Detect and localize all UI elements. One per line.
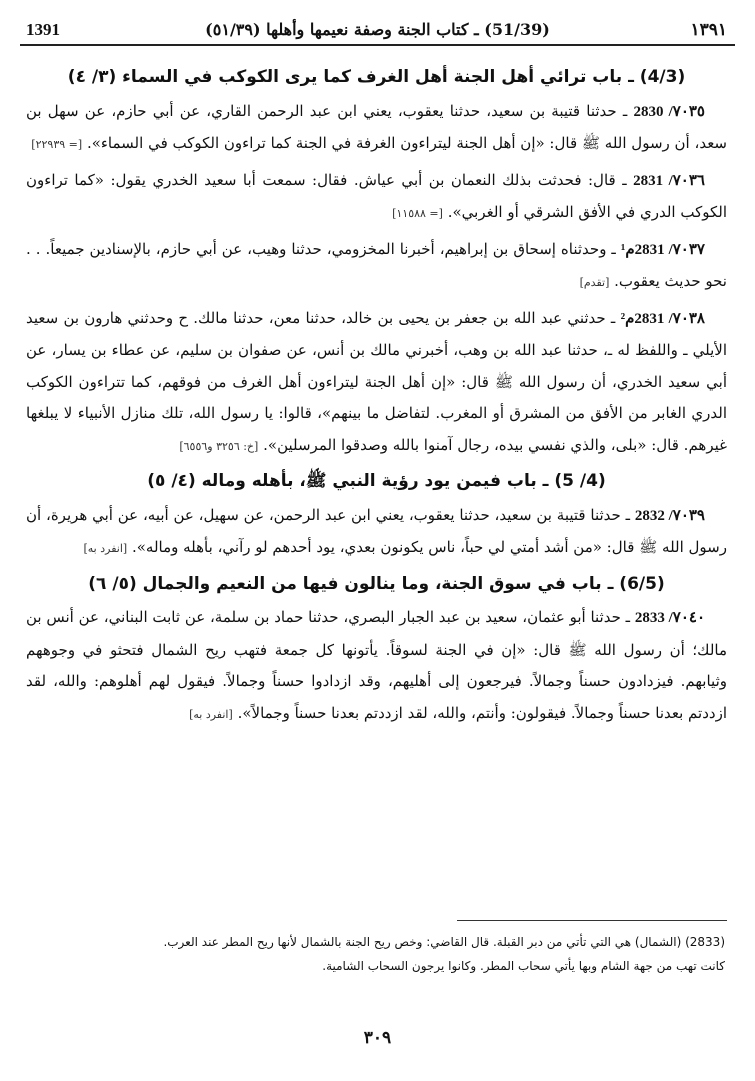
hadith-number: ٧٠٣٨/ 2831م² [620, 310, 705, 327]
hadith-text: ـ قال: فحدثت بذلك النعمان بن أبي عياش. فقال: سمعت أبا سعيد الخدري يقول: «كما تراءون الكوكب الدري في الأفق الشرقي أو الغربي». [26, 170, 727, 221]
cross-reference: [انفرد به] [83, 542, 128, 555]
page-number-bottom: ٣٠٩ [363, 1028, 392, 1048]
page-number-latin: 1391 [26, 20, 60, 39]
hadith-paragraph [26, 602, 727, 730]
footnote-line: (2833) (الشمال) هي التي تأتي من دبر القبلة. قال القاضي: وخص ريح الجنة بالشمال لأنها ريح المطر عند العرب. [163, 935, 725, 949]
hadith-number: ٧٠٣٩/ 2832 [634, 507, 705, 524]
footnote [30, 930, 725, 978]
hadith-paragraph [26, 165, 727, 230]
hadith-number: ٧٠٣٦/ 2831 [633, 172, 705, 189]
footnote-line: كانت تهب من جهة الشام وبها يأتي سحاب المطر. وكانوا يرجون السحاب الشامية. [322, 959, 725, 973]
main-text [26, 62, 727, 734]
hadith-text: ـ حدثني عبد الله بن جعفر بن يحيى بن خالد، حدثنا معن، حدثنا مالك. ح وحدثني هارون بن سعيد الأيلي ـ واللفظ له ـ، حدثنا عبد الله بن وهب، أخبرني مالك بن أنس، عن صفوان بن سليم، عن عطاء بن يسار، عن أبي سعيد الخدري، أن رسول الله ﷺ قال: «إن أهل الجنة ليتراءون أهل الغرف من فوقهم، كما تتراءون الكوكب الدري الغابر من الأفق من المشرق أو المغرب. لتفاضل ما بينهم»، قالوا: يا رسول الله، تلك منازل الأنبياء لا يبلغها غيرهم. قال: «بلى، والذي نفسي بيده، رجال آمنوا بالله وصدقوا المرسلين». [26, 308, 727, 454]
hadith-number: ٧٠٣٥/ 2830 [633, 103, 705, 120]
running-title: (51/39) ـ كتاب الجنة وصفة نعيمها وأهلها (٥١/٣٩) [205, 20, 550, 39]
hadith-text: ـ حدثنا أبو عثمان، سعيد بن عبد الجبار البصري، حدثنا حماد بن سلمة، عن ثابت البناني، عن أنس بن مالك؛ أن رسول الله ﷺ قال: «إن في الجنة لسوقاً. يأتونها كل جمعة فتهب ريح الشمال فتحثو في وجوههم وثيابهم. فيزدادون حسناً وجمالاً. فيرجعون إلى أهليهم، وقد ازدادوا حسناً وجمالاً. فيقول لهم أهلوهم: والله، لقد ازددتم بعدنا حسناً وجمالاً. فيقولون: وأنتم، والله، لقد ازددتم بعدنا حسناً وجمالاً». [26, 608, 727, 722]
cross-reference: [انفرد به] [189, 707, 233, 721]
cross-reference: [خ: ٣٢٥٦ و٦٥٥٦] [179, 439, 259, 453]
hadith-text: ـ حدثنا قتيبة بن سعيد، حدثنا يعقوب، يعني ابن عبد الرحمن القاري، عن أبي حازم، عن سهل بن سعد، أن رسول الله ﷺ قال: «إن أهل الجنة ليتراءون الغرفة في الجنة كما تراءون الكوكب في السماء». [26, 101, 727, 152]
running-header [14, 10, 741, 44]
header-rule [20, 44, 735, 46]
hadith-text: ـ حدثنا قتيبة بن سعيد، حدثنا يعقوب، يعني ابن عبد الرحمن، عن سهيل، عن أبيه، عن أبي هريرة، أن رسول الله ﷺ قال: «من أشد أمتي لي حباً، ناس يكونون بعدي، يود أحدهم لو رآني، بأهله وماله». [26, 505, 727, 556]
footnote-rule [457, 920, 727, 921]
cross-reference: [تقدم] [579, 276, 610, 289]
page-number-arabic: ١٣٩١ [690, 20, 727, 40]
cross-reference: [= ٢٢٩٣٩] [31, 138, 83, 151]
cross-reference: [= ١١٥٨٨] [392, 207, 443, 220]
hadith-paragraph [26, 303, 727, 463]
chapter-heading: (6/5) ـ باب في سوق الجنة، وما ينالون فيها من النعيم والجمال (٥/ ٦) [88, 573, 665, 594]
chapter-heading: (4/ 5) ـ باب فيمن يود رؤية النبي ﷺ، بأهله وماله (٤/ ٥) [147, 471, 606, 491]
chapter-heading: (4/3) ـ باب ترائي أهل الجنة أهل الغرف كما يرى الكوكب في السماء (٣/ ٤) [67, 67, 686, 87]
hadith-paragraph [26, 500, 727, 565]
hadith-number: ٧٠٤٠/ 2833 [634, 610, 706, 626]
hadith-paragraph [26, 234, 727, 299]
hadith-paragraph [26, 96, 727, 161]
hadith-text: ـ وحدثناه إسحاق بن إبراهيم، أخبرنا المخزومي، حدثنا وهيب، عن أبي حازم، بالإسنادين جميعاً. . . نحو حديث يعقوب. [26, 239, 727, 290]
hadith-number: ٧٠٣٧/ 2831م¹ [620, 241, 705, 258]
